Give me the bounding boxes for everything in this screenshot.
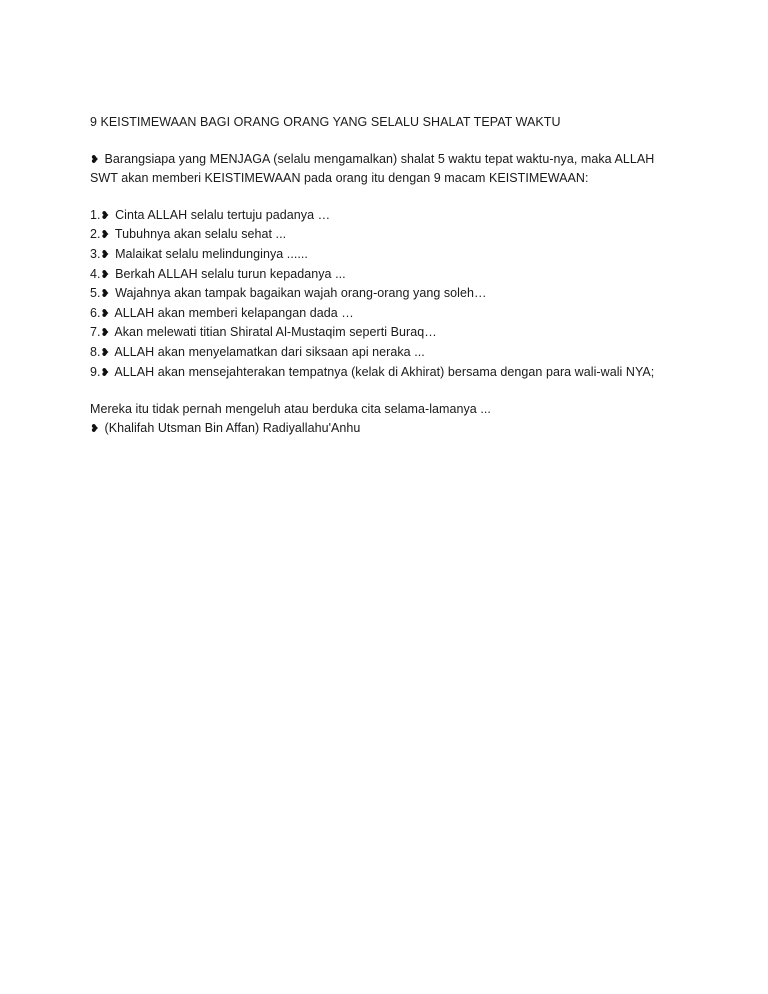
heart-bullet-icon: ❥ (100, 366, 110, 379)
item-number: 7. (90, 325, 101, 340)
list-item (90, 206, 710, 226)
list-item (90, 245, 710, 265)
document-title: 9 KEISTIMEWAAN BAGI ORANG ORANG YANG SELALU SHALAT TEPAT WAKTU (90, 115, 561, 129)
item-text: Wajahnya akan tampak bagaikan wajah orang-orang yang soleh… (115, 286, 487, 301)
item-text: Berkah ALLAH selalu turun kepadanya ... (115, 266, 346, 281)
closing-text: Mereka itu tidak pernah mengeluh atau berduka cita selama-lamanya ... (90, 402, 491, 417)
item-number: 6. (90, 305, 101, 320)
intro-text-1: Barangsiapa yang MENJAGA (selalu mengamalkan) shalat 5 waktu tepat waktu-nya, maka ALLAH (104, 151, 655, 166)
list-item (90, 304, 710, 324)
intro-line-1 (90, 152, 654, 166)
item-number: 5. (90, 286, 101, 301)
item-text: ALLAH akan menyelamatkan dari siksaan api neraka ... (114, 344, 425, 359)
intro-text-2: SWT akan memberi KEISTIMEWAAN pada orang itu dengan 9 macam KEISTIMEWAAN: (90, 171, 589, 186)
item-number: 3. (90, 246, 101, 261)
heart-bullet-icon: ❥ (100, 229, 110, 242)
attribution-line (90, 421, 360, 435)
list-item (90, 363, 710, 383)
heart-bullet-icon: ❥ (100, 327, 110, 340)
heart-bullet-icon: ❥ (100, 209, 110, 222)
list-item (90, 323, 710, 343)
list-item (90, 265, 710, 285)
heart-bullet-icon: ❥ (90, 153, 100, 166)
item-number: 9. (90, 364, 101, 379)
item-number: 8. (90, 344, 101, 359)
spacer (90, 382, 710, 400)
document-body (90, 113, 710, 438)
item-number: 4. (90, 266, 101, 281)
item-number: 2. (90, 227, 101, 242)
item-text: Tubuhnya akan selalu sehat ... (114, 227, 287, 242)
item-text: Cinta ALLAH selalu tertuju padanya … (115, 207, 331, 222)
item-text: ALLAH akan memberi kelapangan dada … (114, 305, 354, 320)
benefits-list (90, 206, 710, 382)
heart-bullet-icon: ❥ (100, 268, 110, 281)
attribution-text: (Khalifah Utsman Bin Affan) Radiyallahu'Anhu (104, 420, 361, 435)
spacer (90, 188, 710, 206)
list-item (90, 343, 710, 363)
heart-bullet-icon: ❥ (90, 422, 100, 435)
list-item (90, 284, 710, 304)
spacer (90, 132, 710, 150)
closing-paragraph (90, 400, 710, 438)
list-item (90, 225, 710, 245)
heart-bullet-icon: ❥ (100, 248, 110, 261)
heart-bullet-icon: ❥ (100, 307, 110, 320)
item-text: Malaikat selalu melindunginya ...... (115, 246, 308, 261)
item-number: 1. (90, 207, 101, 222)
item-text: ALLAH akan mensejahterakan tempatnya (kelak di Akhirat) bersama dengan para wali-wali NYA; (114, 364, 655, 379)
heart-bullet-icon: ❥ (100, 288, 110, 301)
intro-paragraph (90, 150, 710, 188)
heart-bullet-icon: ❥ (100, 346, 110, 359)
item-text: Akan melewati titian Shiratal Al-Mustaqim seperti Buraq… (114, 325, 437, 340)
